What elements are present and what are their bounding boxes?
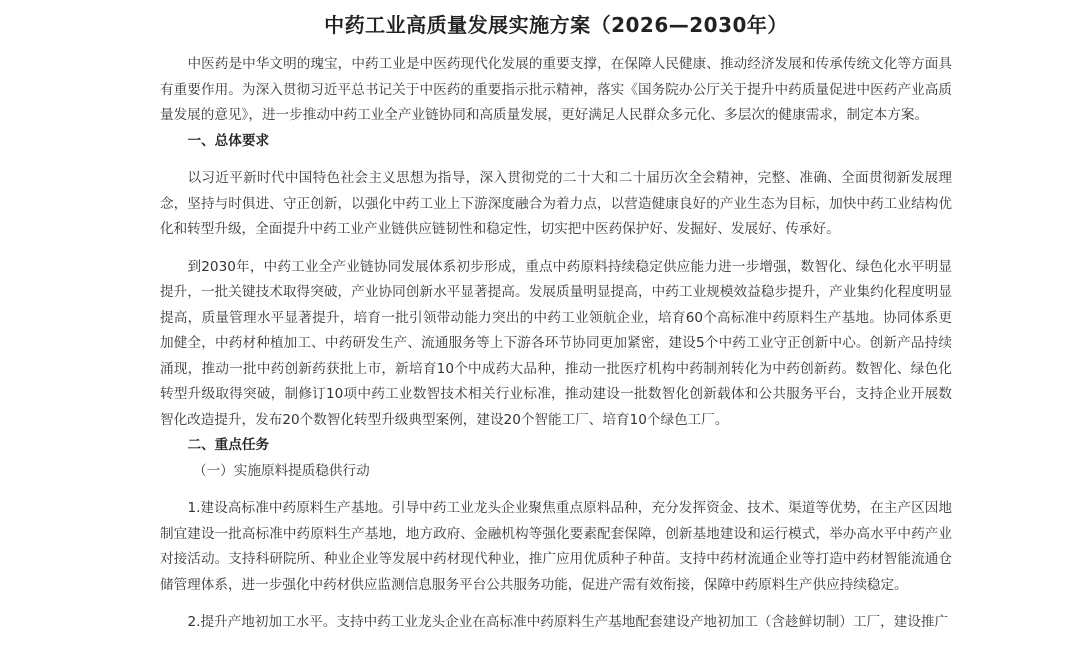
document-page <box>160 0 952 636</box>
targets-2030-paragraph: 到2030年，中药工业全产业链协同发展体系初步形成，重点中药原料持续稳定供应能力进一步增强，数智化、绿色化水平明显提升，一批关键技术取得突破，产业协同创新水平显著提高。发展质量明显提高，中药工业规模效益稳步提升，产业集约化程度明显提高，质量管理水平显著提升，培育一批引领带动能力突出的中药工业领航企业，培育60个高标准中药原料生产基地。协同体系更加健全，中药材种植加工、中药研发生产、流通服务等上下游各环节协同更加紧密，建设5个中药工业守正创新中心。创新产品持续涌现，推动一批中药创新药获批上市，新培育10个中成药大品种，推动一批医疗机构中药制剂转化为中药创新药。数智化、绿色化转型升级取得突破，制修订10项中药工业数智技术相关行业标准，推动建设一批数智化创新载体和公共服务平台，支持企业开展数智化改造提升，发布20个数智化转型升级典型案例，建设20个智能工厂、培育10个绿色工厂。 <box>160 258 952 428</box>
subsection-heading-raw-materials: （一）实施原料提质稳供行动 <box>193 462 370 479</box>
guiding-principles-paragraph: 以习近平新时代中国特色社会主义思想为指导，深入贯彻党的二十大和二十届历次全会精神，完整、准确、全面贯彻新发展理念，坚持与时俱进、守正创新，以强化中药工业上下游深度融合为着力点，以营造健康良好的产业生态为目标，加快中药工业结构优化和转型升级，全面提升中药工业产业链供应链韧性和稳定性，切实把中医药保护好、发掘好、发展好、传承好。 <box>160 170 952 237</box>
task-item-1-paragraph: 1.建设高标准中药原料生产基地。引导中药工业龙头企业聚焦重点原料品种，充分发挥资金、技术、渠道等优势，在主产区因地制宜建设一批高标准中药原料生产基地，地方政府、金融机构等强化要素配套保障，创新基地建设和运行模式，举办高水平中药产业对接活动。支持科研院所、种业企业等发展中药材现代种业，推广应用优质种子种苗。支持中药材流通企业等打造中药材智能流通仓储管理体系，进一步强化中药材供应监测信息服务平台公共服务功能，促进产需有效衔接，保障中药原料生产供应持续稳定。 <box>160 500 952 593</box>
section-heading-key-tasks: 二、重点任务 <box>187 437 270 453</box>
intro-paragraph: 中医药是中华文明的瑰宝，中药工业是中医药现代化发展的重要支撑，在保障人民健康、推动经济发展和传承传统文化等方面具有重要作用。为深入贯彻习近平总书记关于中医药的重要指示批示精神，落实《国务院办公厅关于提升中药质量促进中医药产业高质量发展的意见》，进一步推动中药工业全产业链协同和高质量发展，更好满足人民群众多元化、多层次的健康需求，制定本方案。 <box>160 56 952 123</box>
document-title: 中药工业高质量发展实施方案（2026—2030年） <box>324 13 788 37</box>
section-heading-general-requirements: 一、总体要求 <box>187 132 270 149</box>
task-item-2-paragraph: 2.提升产地初加工水平。支持中药工业龙头企业在高标准中药原料生产基地配套建设产地初加工（含趁鲜切制）工厂，建设推广 <box>187 614 949 630</box>
